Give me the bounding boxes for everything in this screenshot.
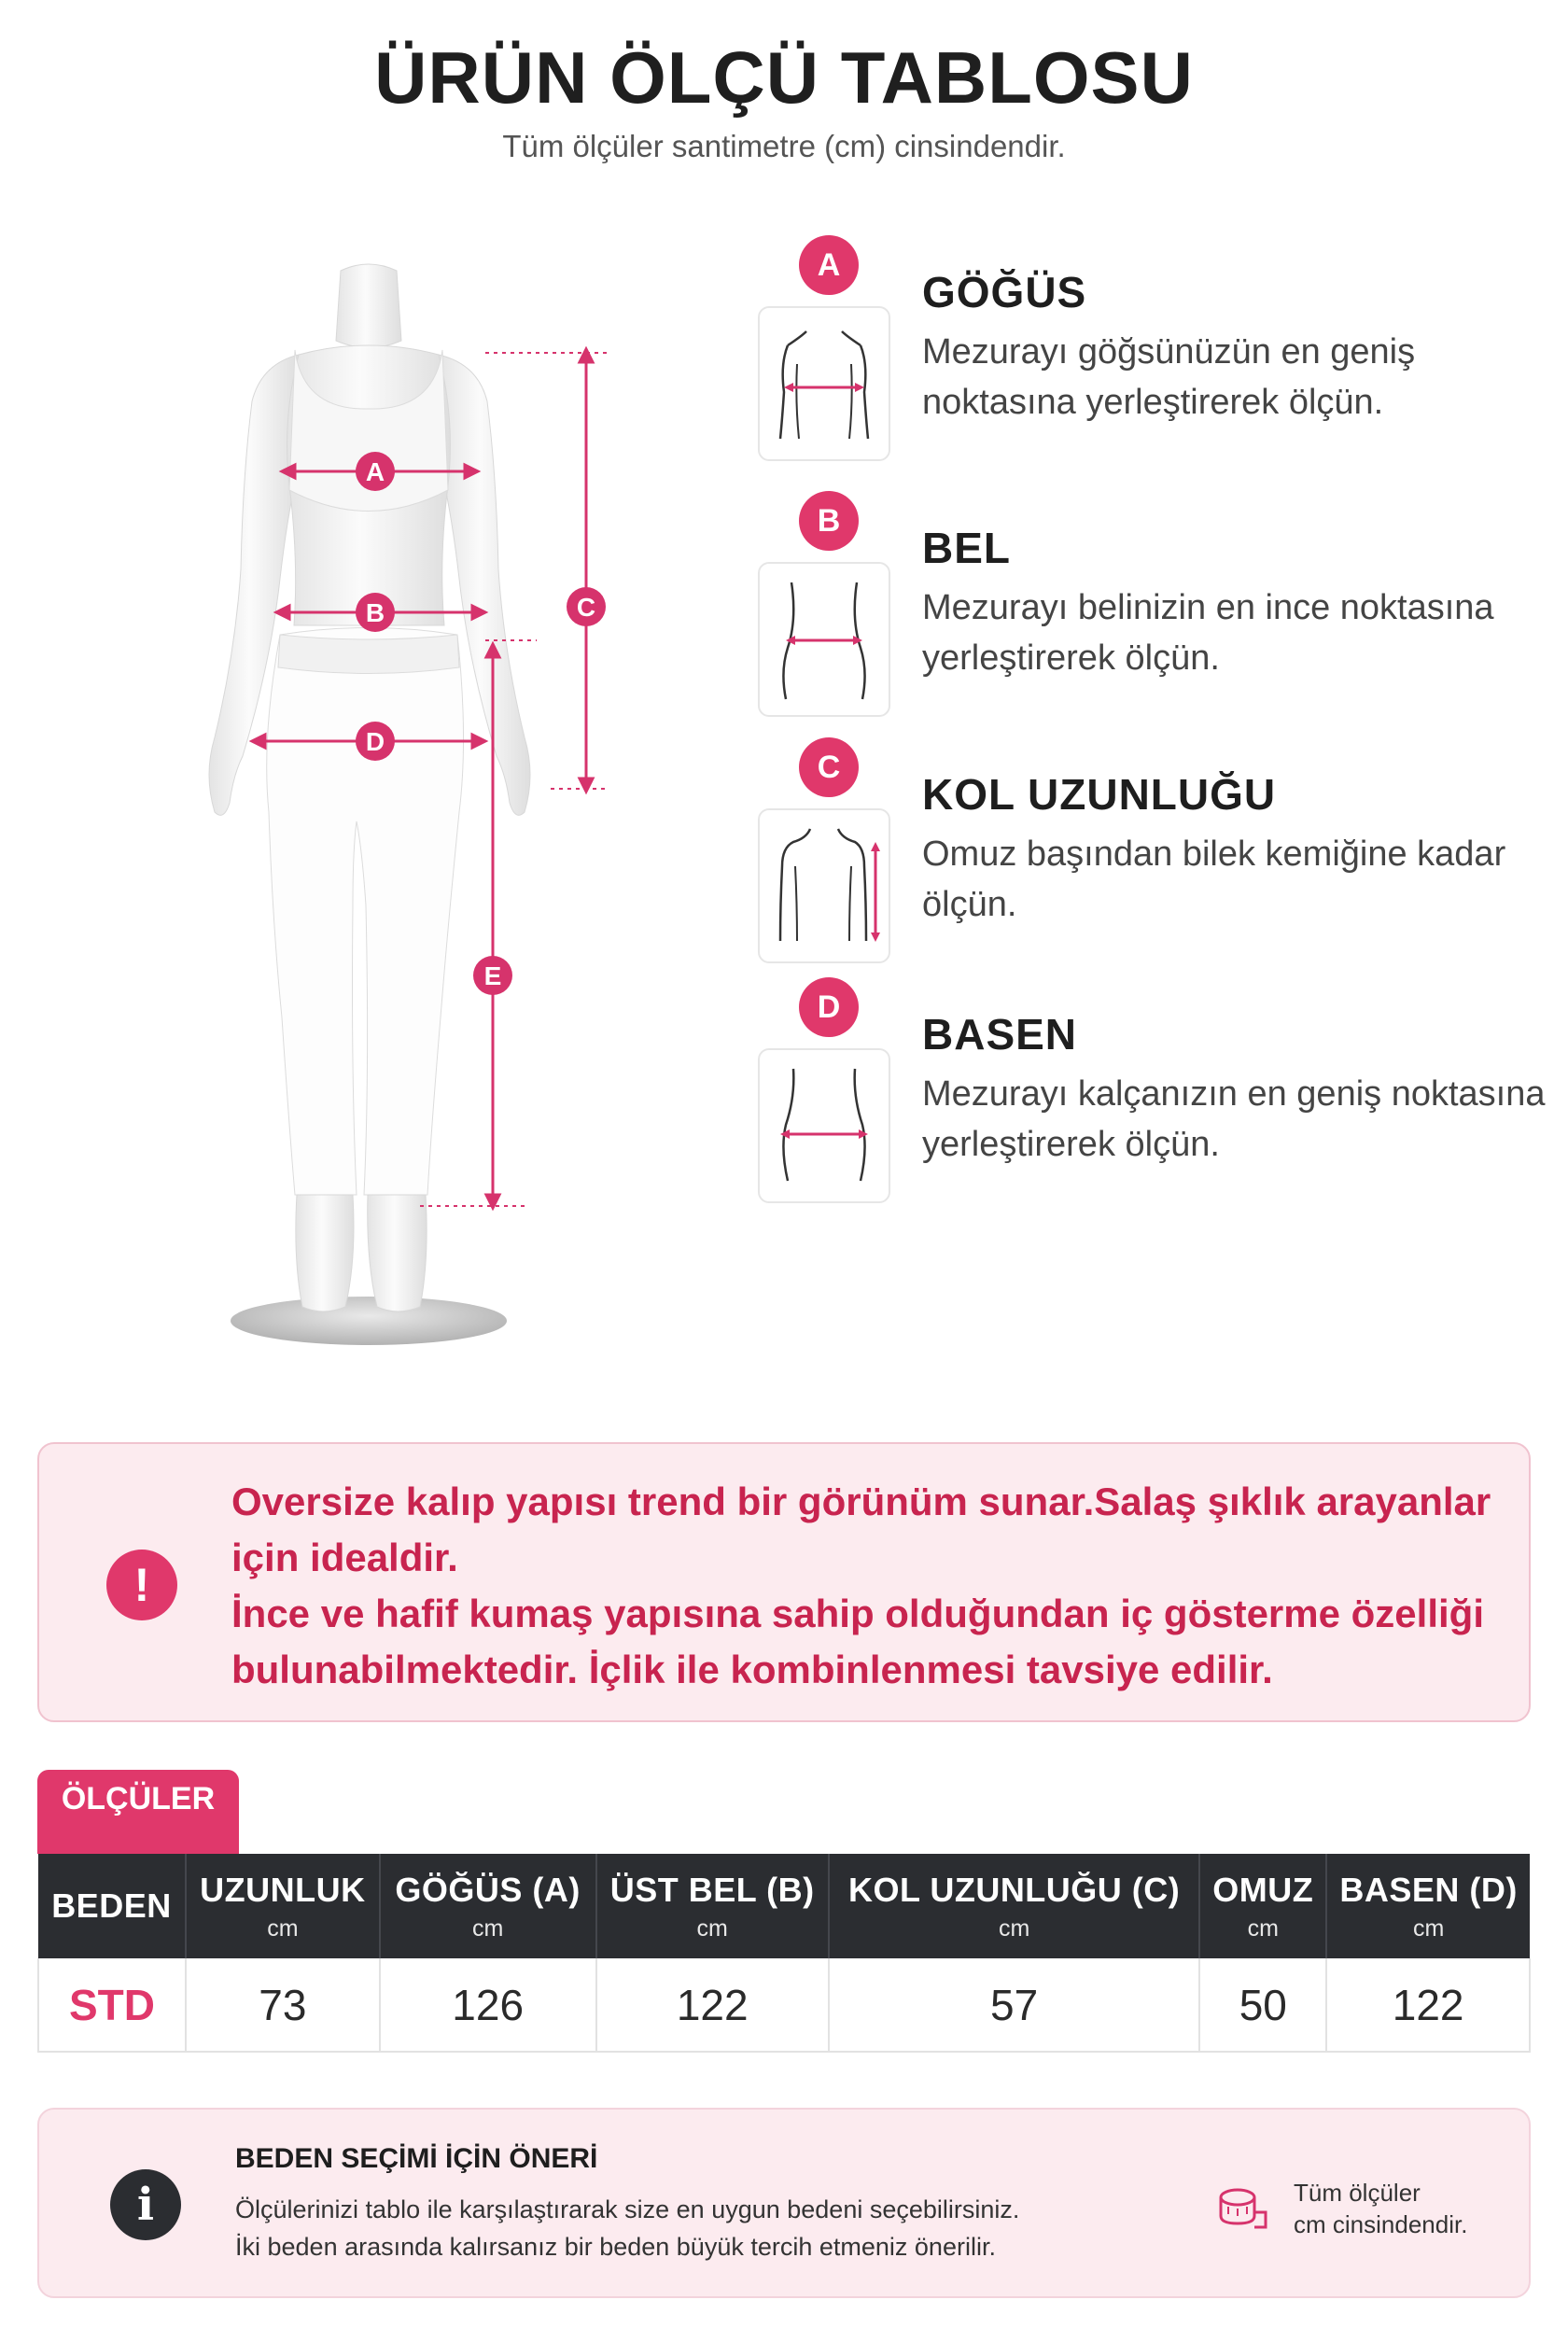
value-cell: 73 (186, 1958, 380, 2052)
measure-badge: C (799, 737, 859, 797)
value-cell: 50 (1199, 1958, 1326, 2052)
table-tab-label: ÖLÇÜLER (37, 1770, 239, 1854)
measure-badge: A (799, 235, 859, 295)
measure-description: Mezurayı kalçanızın en geniş noktasına yerleştirerek ölçün. (922, 1074, 1546, 1164)
measure-title: BASEN (922, 1010, 1078, 1059)
value-cell: 126 (380, 1958, 596, 2052)
units-note (1294, 2177, 1467, 2240)
recommendation-line: İki beden arasında kalırsanız bir beden büyük tercih etmeniz önerilir. (235, 2233, 996, 2261)
column-header: GÖĞÜS (A) cm (380, 1854, 596, 1958)
column-header: UZUNLUK cm (186, 1854, 380, 1958)
waist-measure-icon (758, 562, 890, 717)
units-note-line: cm cinsindendir. (1294, 2210, 1468, 2238)
exclamation-icon: ! (106, 1550, 177, 1620)
column-header: OMUZ cm (1199, 1854, 1326, 1958)
sleeve-measure-icon (758, 808, 890, 963)
column-header: KOL UZUNLUĞU (C) cm (829, 1854, 1199, 1958)
size-recommendation (37, 2108, 1531, 2298)
size-table (37, 1854, 1531, 2053)
marker-d-label: D (365, 727, 385, 756)
measure-description: Mezurayı belinizin en ince noktasına yerleştirerek ölçün. (922, 588, 1494, 678)
measure-title: KOL UZUNLUĞU (922, 770, 1277, 819)
size-cell: STD (38, 1958, 186, 2052)
mannequin-illustration (112, 252, 644, 1372)
fabric-notice (37, 1442, 1531, 1722)
measure-badge: D (799, 977, 859, 1037)
measure-description: Omuz başından bilek kemiğine kadar ölçün. (922, 834, 1506, 924)
measuring-tape-icon (1217, 2184, 1267, 2235)
measure-description: Mezurayı göğsünüzün en geniş noktasına yerleştirerek ölçün. (922, 332, 1416, 422)
column-header: BASEN (D) cm (1326, 1854, 1530, 1958)
measure-title: BEL (922, 524, 1011, 572)
page-title: ÜRÜN ÖLÇÜ TABLOSU (374, 36, 1194, 119)
stand-base (231, 1297, 507, 1345)
column-header: ÜST BEL (B) cm (596, 1854, 829, 1958)
measure-badge: B (799, 491, 859, 551)
marker-e-label: E (483, 961, 502, 990)
recommendation-title: BEDEN SEÇİMİ İÇİN ÖNERİ (235, 2143, 598, 2174)
info-icon: i (110, 2169, 181, 2240)
notice-line: Oversize kalıp yapısı trend bir görünüm sunar.Salaş şıklık arayanlar için idealdir. (231, 1480, 1491, 1579)
table-header-row (38, 1854, 1530, 1958)
notice-line: İnce ve hafif kumaş yapısına sahip olduğundan iç gösterme özelliği bulunabilmektedir. İçlik ile kombinlenmesi tavsiye edilir. (231, 1592, 1484, 1691)
chest-measure-icon (758, 306, 890, 461)
hip-measure-icon (758, 1048, 890, 1203)
page-subtitle: Tüm ölçüler santimetre (cm) cinsindendir. (502, 129, 1066, 163)
marker-a-label: A (365, 457, 385, 486)
marker-c-label: C (576, 593, 596, 622)
recommendation-line: Ölçülerinizi tablo ile karşılaştırarak size en uygun bedeni seçebilirsiniz. (235, 2195, 1020, 2223)
column-header: BEDEN (38, 1854, 186, 1958)
marker-b-label: B (365, 598, 385, 627)
value-cell: 57 (829, 1958, 1199, 2052)
value-cell: 122 (1326, 1958, 1530, 2052)
measure-title: GÖĞÜS (922, 268, 1087, 316)
notice-text (231, 1474, 1510, 1698)
units-note-line: Tüm ölçüler (1294, 2179, 1421, 2207)
table-row (38, 1958, 1530, 2052)
value-cell: 122 (596, 1958, 829, 2052)
